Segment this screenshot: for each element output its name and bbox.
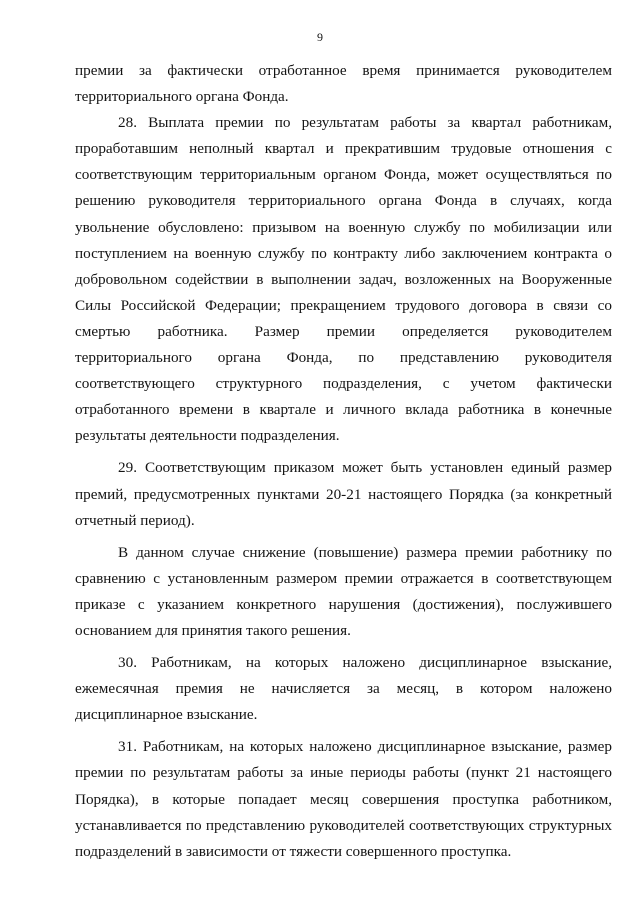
document-body — [75, 58, 612, 865]
paragraph-item-30: 30. Работникам, на которых наложено дисциплинарное взыскание, ежемесячная премия не начисляется за месяц, в котором наложено дисциплинарное взыскание. — [75, 654, 612, 724]
paragraph-single-amount-note: В данном случае снижение (повышение) размера премии работнику по сравнению с установленным размером премии отражается в соответствующем приказе с указанием конкретного нарушения (достижения), послужившего основанием для принятия такого решения. — [75, 543, 612, 639]
paragraph-item-31: 31. Работникам, на которых наложено дисциплинарное взыскание, размер премии по результатам работы за иные периоды работы (пункт 21 настоящего Порядка), в которые попадает месяц совершения проступка работником, устанавливается по представлению руководителей соответствующих структурных подразделений в зависимости от тяжести совершенного проступка. — [75, 738, 612, 860]
paragraph-item-29: 29. Соответствующим приказом может быть установлен единый размер премий, предусмотренных пунктами 20-21 настоящего Порядка (за конкретный отчетный период). — [75, 459, 612, 529]
paragraph-continuation: премии за фактически отработанное время принимается руководителем территориального органа Фонда. — [75, 62, 612, 106]
paragraph-item-28: 28. Выплата премии по результатам работы за квартал работникам, проработавшим неполный квартал и прекратившим трудовые отношения с соответствующим территориальным органом Фонда, может осуществляться по решению руководителя территориального органа Фонда в случаях, когда увольнение обусловлено: призывом на военную службу по мобилизации или поступлением на военную службу по контракту либо заключением контракта о добровольном содействии в выполнении задач, возложенных на Вооруженные Силы Российской Федерации; прекращением трудового договора в связи со смертью работника. Размер премии определяется руководителем территориального органа Фонда, по представлению руководителя соответствующего структурного подразделения, с учетом фактически отработанного времени в квартале и личного вклада работника в конечные результаты деятельности подразделения. — [75, 114, 612, 445]
page-number: 9 — [317, 30, 323, 44]
